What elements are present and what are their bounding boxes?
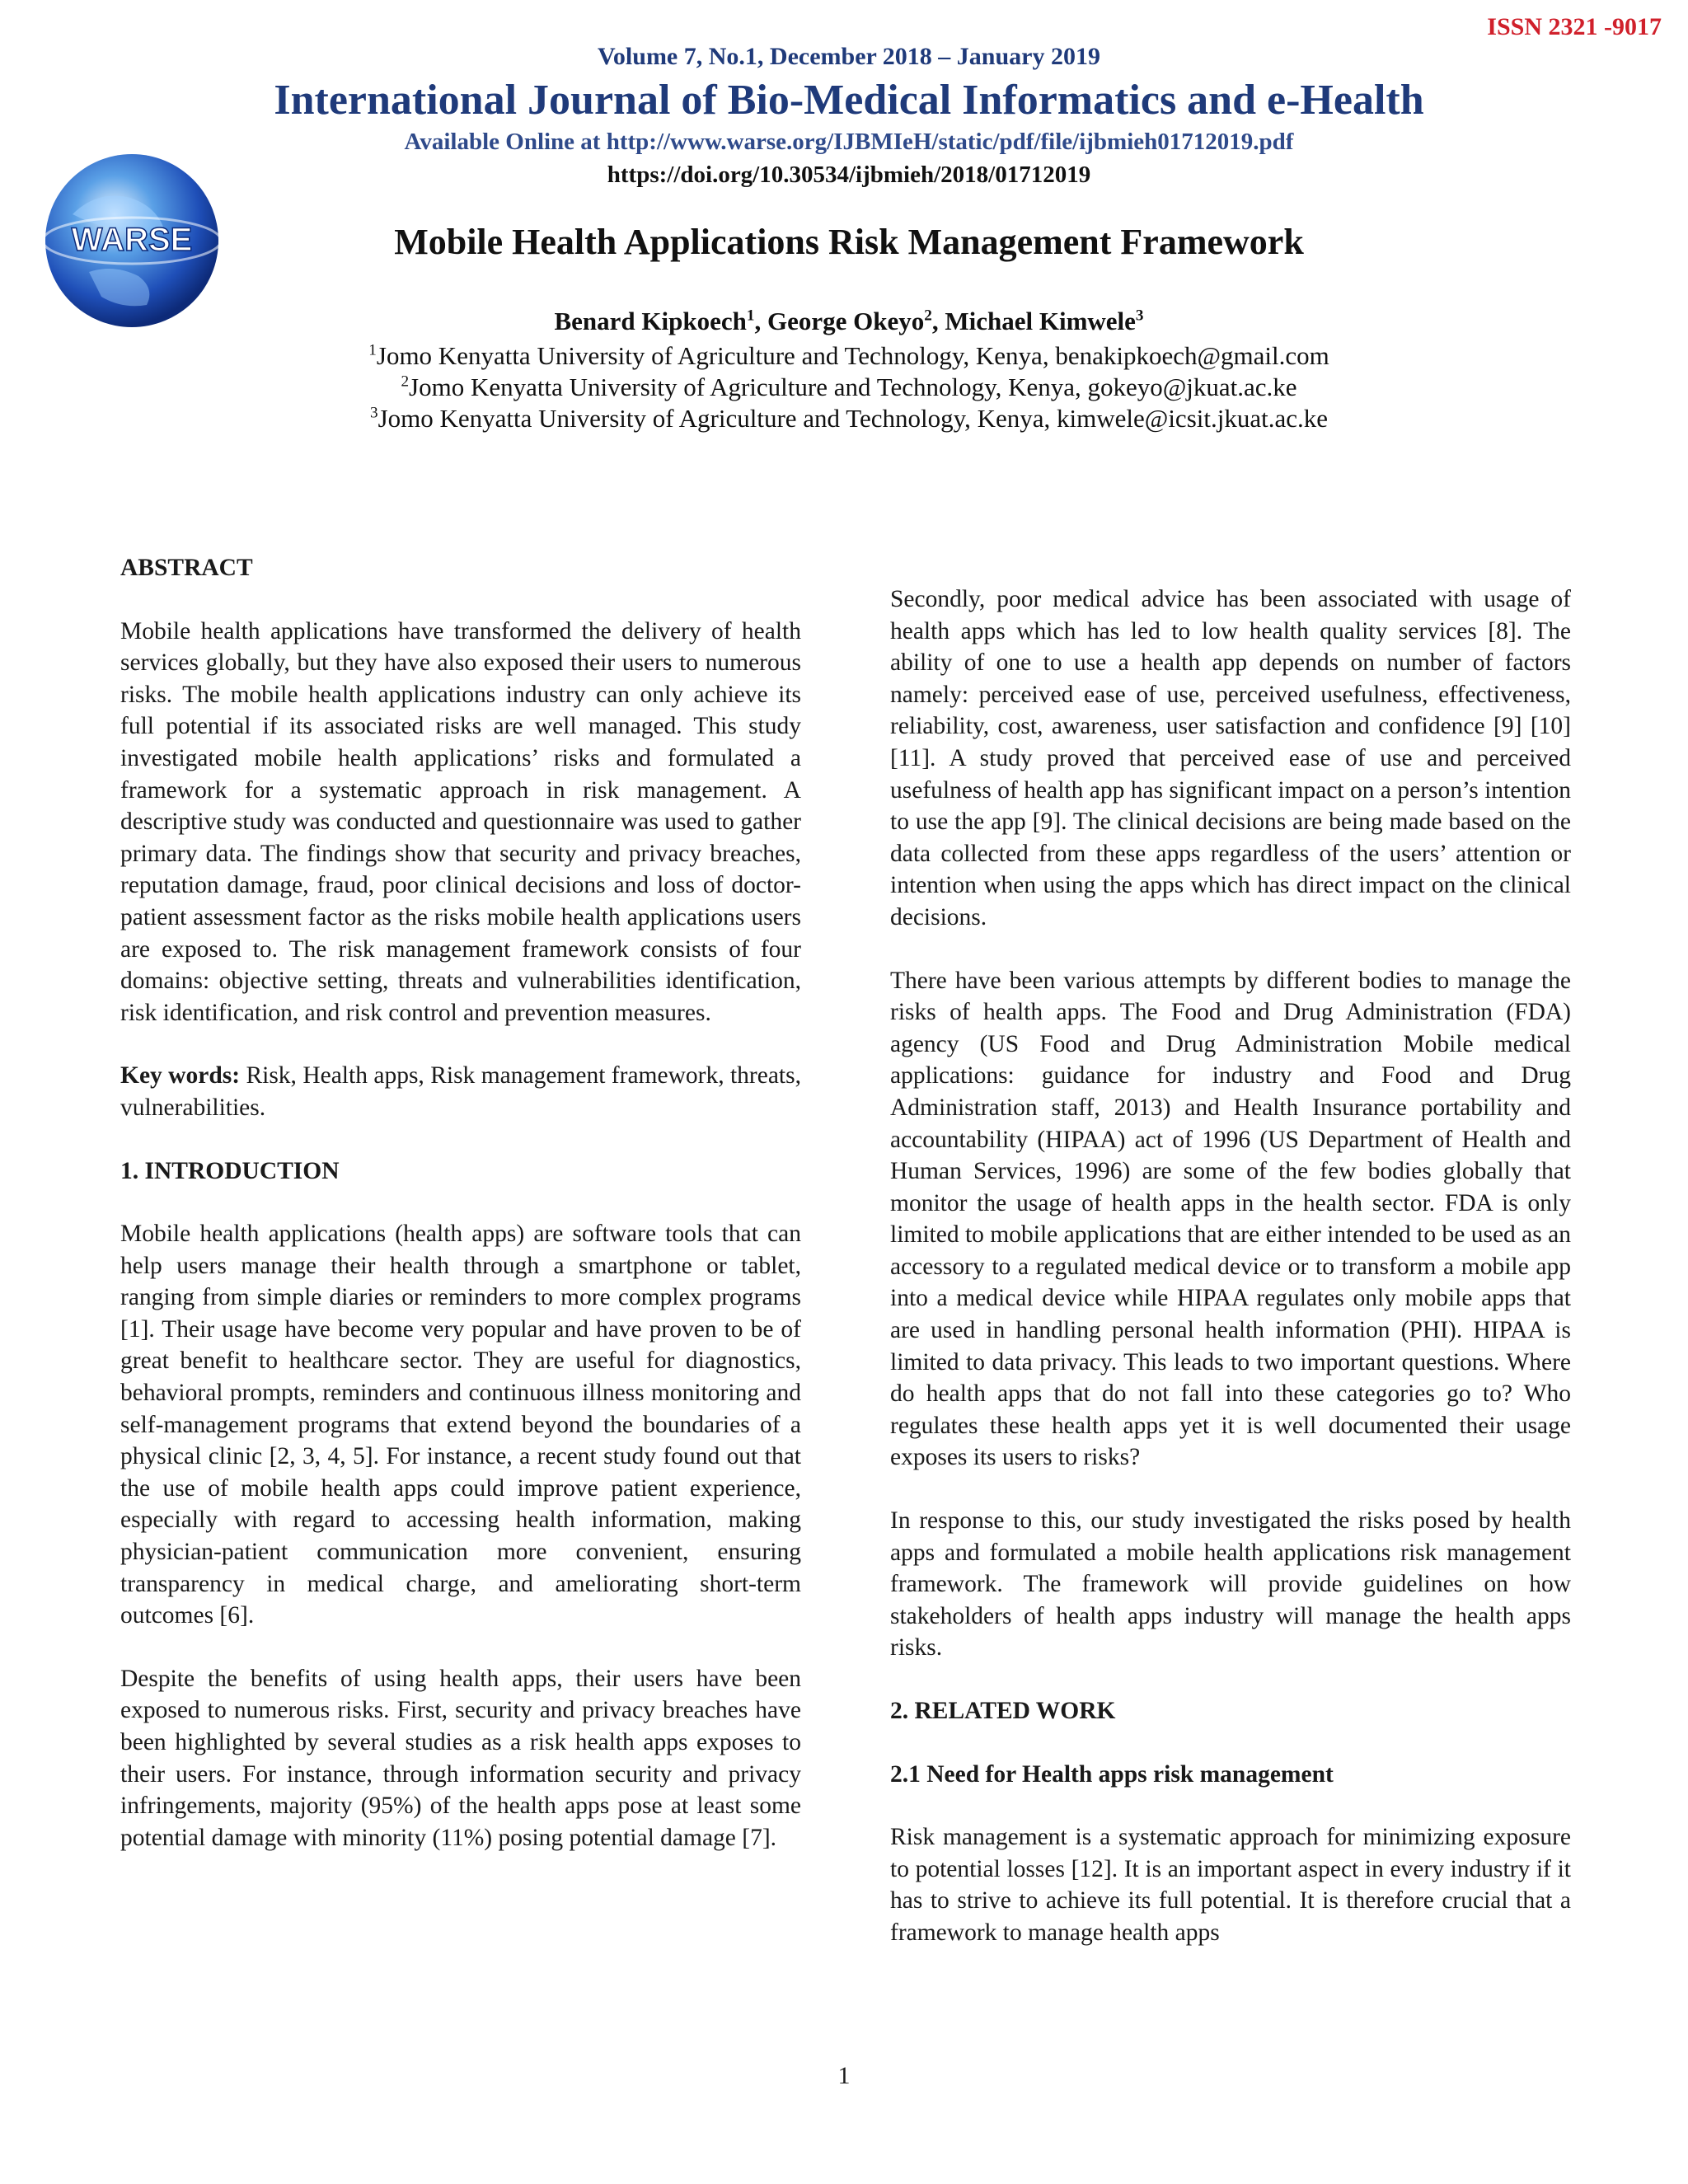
right-column (890, 583, 1571, 1980)
author-name: George Okeyo (767, 307, 925, 335)
issn-label: ISSN 2321 -9017 (1487, 13, 1662, 40)
author-name: Benard Kipkoech (554, 307, 747, 335)
body-paragraph-1: Secondly, poor medical advice has been associated with usage of health apps which has led to low health quality services [8]. The ability of one to use a health app depends on number of factors namely: perceived ease of use, perceived usefulness, effectiveness, reliability, cost, awareness, user satisfaction and confidence [9] [10] [11]. A study proved that perceived ease of use and perceived usefulness of health app has significant impact on a person’s intention to use the app [9]. The clinical decisions are being made based on the data collected from these apps regardless of the users’ attention or intention when using the apps which has direct impact on the clinical decisions. (890, 586, 1571, 930)
subsection-heading: 2.1 Need for Health apps risk management (890, 1760, 1334, 1788)
body-paragraph-2: There have been various attempts by different bodies to manage the risks of health apps. The Food and Drug Administration (FDA) agency (US Food and Drug Administration Mobile medical applications: guidance for industry and Food and Drug Administration staff, 2013) and Health Insurance portability and accountability (HIPAA) act of 1996 (US Department of Health and Human Services, 1996) are some of the few bodies globally that monitor the usage of health apps in the health sector. FDA is only limited to mobile applications that are either intended to be used as an accessory to a regulated medical device or to transform a mobile app into a medical device while HIPAA regulates only mobile apps that are used in handling personal health information (PHI). HIPAA is limited to data privacy. This leads to two important questions. Where do health apps that do not fall into these categories go to? Who regulates these health apps yet it is well documented their usage exposes its users to risks? (890, 967, 1571, 1471)
left-column (120, 552, 801, 1885)
page-number: 1 (837, 2062, 851, 2089)
affiliation-1: $^1$Jomo Kenyatta University of Agriculture and Technology, Kenya, benakipkoech@gmail.com (368, 341, 1329, 370)
author-name: Michael Kimwele (945, 307, 1136, 335)
journal-online-link[interactable]: Available Online at http://www.warse.org/IJBMIeH/static/pdf/file/ijbmieh01712019.pdf (404, 129, 1294, 155)
keywords-label: Key words: (120, 1062, 241, 1090)
author-list: Benard Kipkoech$^1$, George Okeyo$^2$, Michael Kimwele$^3$ (554, 307, 1144, 335)
intro-paragraph-2: Despite the benefits of using health apps, their users have been exposed to numerous risks. First, security and privacy breaches have been highlighted by several studies as a risk health apps exposes to their users. For instance, through information security and privacy infringements, majority (95%) of the health apps pose at least some potential damage with minority (11%) posing potential damage [7]. (120, 1665, 801, 1851)
journal-volume: Volume 7, No.1, December 2018 – January 2019 (598, 43, 1100, 70)
intro-paragraph-1: Mobile health applications (health apps) are software tools that can help users manage their health through a smartphone or tablet, ranging from simple diaries or reminders to more complex programs [1]. Their usage have become very popular and have proven to be of great benefit to healthcare sector. They are useful for diagnostics, behavioral prompts, reminders and continuous illness monitoring and self-management programs that extend beyond the boundaries of a physical clinic [2, 3, 4, 5]. For instance, a recent study found out that the use of mobile health apps could improve patient experience, especially with regard to accessing health information, making physician-patient communication more convenient, ensuring transparency in medical charge, and ameliorating short-term outcomes [6]. (120, 1221, 801, 1629)
paper-title: Mobile Health Applications Risk Management Framework (394, 222, 1304, 262)
abstract-text: Mobile health applications have transformed the delivery of health services globally, but they have also exposed their users to numerous risks. The mobile health applications industry can only achieve its full potential if its associated risks are well managed. This study investigated mobile health applications’ risks and formulated a framework for a systematic approach in risk management. A descriptive study was conducted and questionnaire was used to gather primary data. The findings show that security and privacy breaches, reputation damage, fraud, poor clinical decisions and loss of doctor-patient assessment factor as the risks mobile health applications users are exposed to. The risk management framework consists of four domains: objective setting, threats and vulnerabilities identification, risk identification, and risk control and prevention measures. (120, 617, 801, 1026)
journal-doi-link[interactable]: https://doi.org/10.30534/ijbmieh/2018/01712019 (607, 162, 1091, 188)
keywords (120, 1060, 801, 1123)
warse-logo (40, 148, 225, 334)
logo-text: WARSE (71, 222, 193, 258)
affiliation-2: $^2$Jomo Kenyatta University of Agriculture and Technology, Kenya, gokeyo@jkuat.ac.ke (401, 373, 1297, 401)
related-work-heading: 2. RELATED WORK (890, 1698, 1116, 1724)
body-paragraph-4: Risk management is a systematic approach for minimizing exposure to potential losses [12]. It is an important aspect in every industry if it has to strive to achieve its full potential. It is therefore crucial that a framework to manage health apps (890, 1824, 1571, 1946)
body-paragraph-3: In response to this, our study investigated the risks posed by health apps and formulated a mobile health applications risk management framework. The framework will provide guidelines on how stakeholders of health apps industry will manage the health apps risks. (890, 1507, 1571, 1661)
affiliation-3: $^3$Jomo Kenyatta University of Agriculture and Technology, Kenya, kimwele@icsit.jkuat.ac.ke (369, 404, 1328, 433)
intro-heading: 1. INTRODUCTION (120, 1157, 340, 1184)
keywords-text: Risk, Health apps, Risk management framework, threats, vulnerabilities. (120, 1062, 801, 1121)
journal-name: International Journal of Bio-Medical Informatics and e-Health (274, 77, 1424, 124)
abstract-heading: ABSTRACT (120, 555, 253, 581)
